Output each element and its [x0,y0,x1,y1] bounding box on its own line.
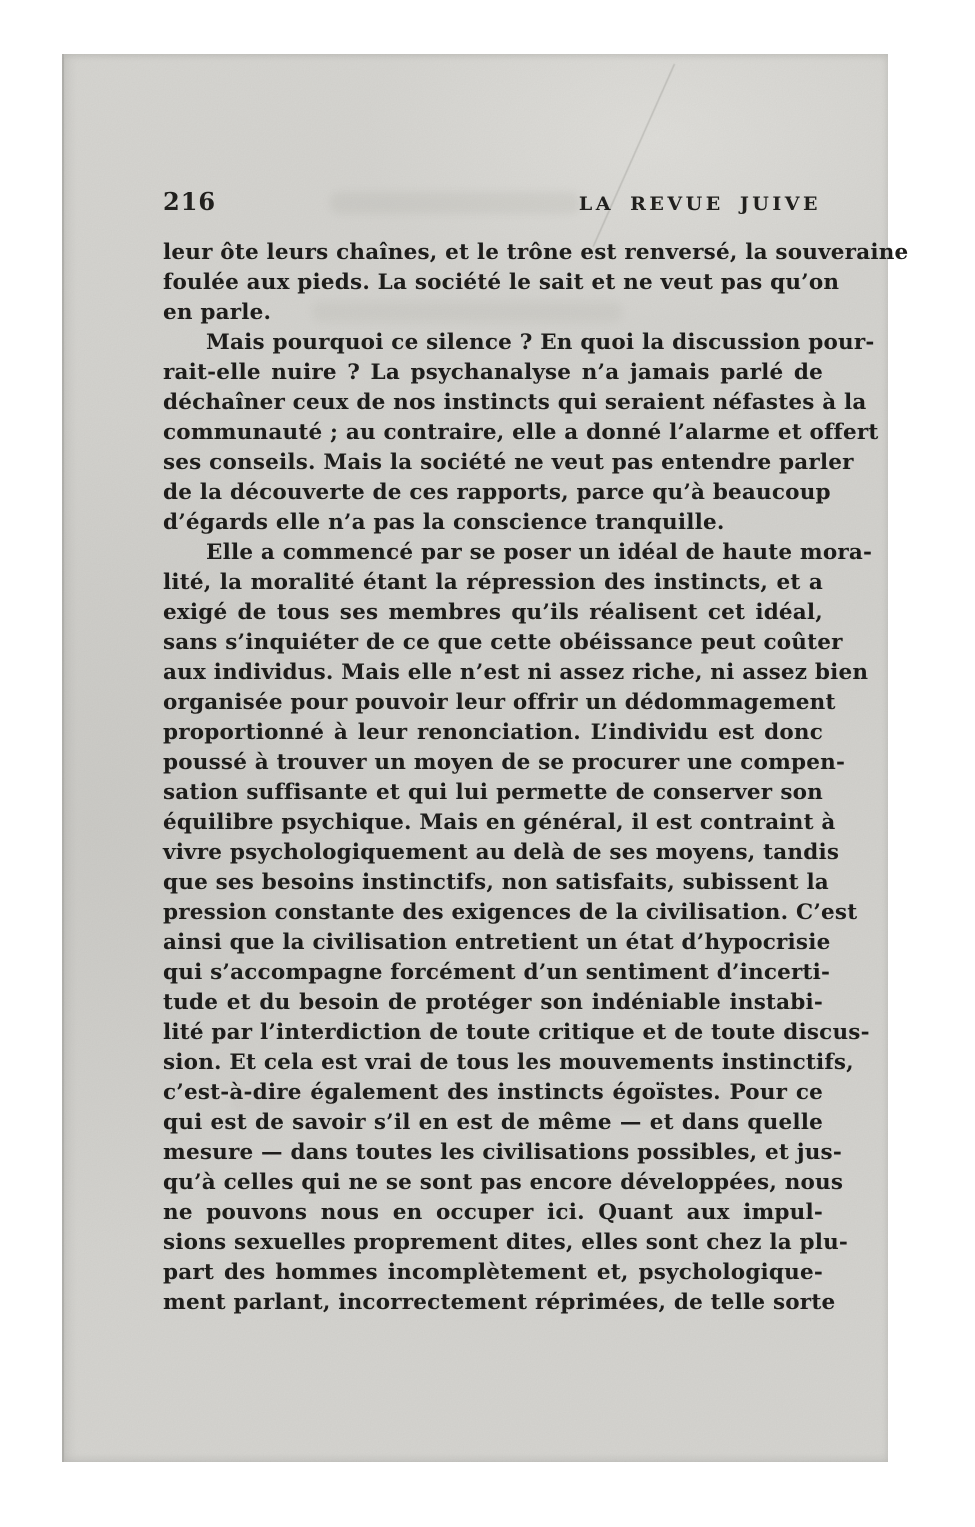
text-line: qui s’accompagne forcément d’un sentiment d’incerti- [163,960,831,985]
text-line: leur ôte leurs chaînes, et le trône est renversé, la souveraine [163,240,909,265]
text-line: Elle a commencé par se poser un idéal de haute mora- [206,540,873,565]
text-line: rait-elle nuire ? La psychanalyse n’a jamais parlé de [163,360,823,385]
text-line: part des hommes incomplètement et, psychologique- [163,1260,823,1285]
text-line: poussé à trouver un moyen de se procurer une compen- [163,750,846,775]
text-line: que ses besoins instinctifs, non satisfaits, subissent la [163,870,829,895]
body-text [163,238,909,1318]
page-header [163,187,821,216]
text-line: de la découverte de ces rapports, parce qu’à beaucoup [163,480,831,505]
text-line: Mais pourquoi ce silence ? En quoi la discussion pour- [206,330,875,355]
text-line: équilibre psychique. Mais en général, il est contraint à [163,810,836,835]
page-number: 216 [163,187,217,216]
text-line: qui est de savoir s’il en est de même — et dans quelle [163,1110,823,1135]
text-line: d’égards elle n’a pas la conscience tranquille. [163,510,725,535]
text-line: lité, la moralité étant la répression des instincts, et a [163,570,823,595]
text-line: organisée pour pouvoir leur offrir un dédommagement [163,690,836,715]
scanned-page [62,54,909,1462]
text-line: vivre psychologiquement au delà de ses moyens, tandis [163,840,840,865]
text-line: déchaîner ceux de nos instincts qui seraient néfastes à la [163,390,867,415]
text-line: aux individus. Mais elle n’est ni assez riche, ni assez bien [163,660,869,685]
journal-title: LA REVUE JUIVE [578,193,821,215]
text-line: qu’à celles qui ne se sont pas encore développées, nous [163,1170,844,1195]
text-line: foulée aux pieds. La société le sait et ne veut pas qu’on [163,270,840,295]
text-line: ainsi que la civilisation entretient un état d’hypocrisie [163,930,831,955]
text-line: en parle. [163,300,272,325]
scratch-artifact [593,64,675,247]
text-line: communauté ; au contraire, elle a donné l’alarme et offert [163,420,879,445]
text-line: sion. Et cela est vrai de tous les mouvements instinctifs, [163,1050,854,1075]
text-line: sation suffisante et qui lui permette de conserver son [163,780,823,805]
text-line: sions sexuelles proprement dites, elles sont chez la plu- [163,1230,849,1255]
text-line: ne pouvons nous en occuper ici. Quant aux impul- [163,1200,823,1225]
text-line: mesure — dans toutes les civilisations possibles, et jus- [163,1140,842,1165]
text-line: proportionné à leur renonciation. L’individu est donc [163,720,823,745]
text-line: ses conseils. Mais la société ne veut pas entendre parler [163,450,854,475]
text-line: ment parlant, incorrectement réprimées, de telle sorte [163,1290,836,1315]
text-line: c’est-à-dire également des instincts égoïstes. Pour ce [163,1080,823,1105]
text-line: tude et du besoin de protéger son indéniable instabi- [163,990,823,1015]
text-line: pression constante des exigences de la civilisation. C’est [163,900,858,925]
text-line: lité par l’interdiction de toute critique et de toute discus- [163,1020,870,1045]
text-line: exigé de tous ses membres qu’ils réalisent cet idéal, [163,600,823,625]
text-line: sans s’inquiéter de ce que cette obéissance peut coûter [163,630,843,655]
